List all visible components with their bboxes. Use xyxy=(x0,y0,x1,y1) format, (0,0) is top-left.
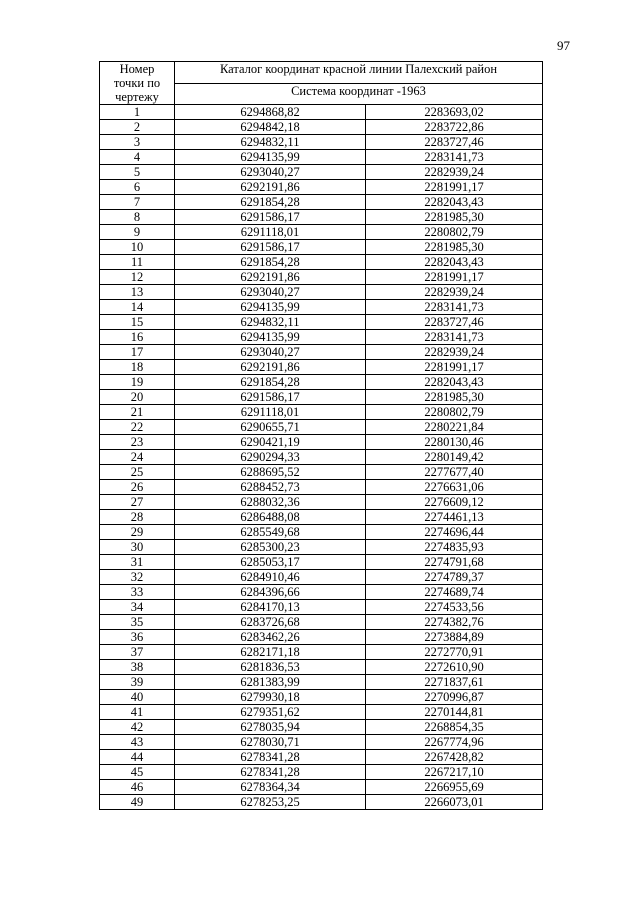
point-number-cell: 15 xyxy=(100,315,175,330)
point-number-cell: 19 xyxy=(100,375,175,390)
point-number-cell: 22 xyxy=(100,420,175,435)
x-coordinate-cell: 6293040,27 xyxy=(175,165,366,180)
x-coordinate-cell: 6278341,28 xyxy=(175,750,366,765)
x-coordinate-cell: 6288452,73 xyxy=(175,480,366,495)
y-coordinate-cell: 2272770,91 xyxy=(366,645,543,660)
point-number-header xyxy=(100,62,175,105)
y-coordinate-cell: 2280221,84 xyxy=(366,420,543,435)
y-coordinate-cell: 2274789,37 xyxy=(366,570,543,585)
point-number-cell: 24 xyxy=(100,450,175,465)
point-number-cell: 26 xyxy=(100,480,175,495)
point-number-cell: 40 xyxy=(100,690,175,705)
y-coordinate-cell: 2281985,30 xyxy=(366,240,543,255)
y-coordinate-cell: 2268854,35 xyxy=(366,720,543,735)
point-number-cell: 6 xyxy=(100,180,175,195)
x-coordinate-cell: 6284910,46 xyxy=(175,570,366,585)
table-row xyxy=(100,510,543,525)
table-row xyxy=(100,480,543,495)
x-coordinate-cell: 6294135,99 xyxy=(175,330,366,345)
x-coordinate-cell: 6279930,18 xyxy=(175,690,366,705)
table-row xyxy=(100,375,543,390)
x-coordinate-cell: 6293040,27 xyxy=(175,285,366,300)
y-coordinate-cell: 2283141,73 xyxy=(366,150,543,165)
y-coordinate-cell: 2274382,76 xyxy=(366,615,543,630)
x-coordinate-cell: 6284170,13 xyxy=(175,600,366,615)
point-number-cell: 10 xyxy=(100,240,175,255)
point-number-cell: 34 xyxy=(100,600,175,615)
x-coordinate-cell: 6285053,17 xyxy=(175,555,366,570)
point-number-cell: 3 xyxy=(100,135,175,150)
x-coordinate-cell: 6292191,86 xyxy=(175,270,366,285)
y-coordinate-cell: 2266073,01 xyxy=(366,795,543,810)
x-coordinate-cell: 6278030,71 xyxy=(175,735,366,750)
table-row xyxy=(100,795,543,810)
x-coordinate-cell: 6294832,11 xyxy=(175,135,366,150)
point-number-cell: 36 xyxy=(100,630,175,645)
point-number-cell: 8 xyxy=(100,210,175,225)
table-row xyxy=(100,165,543,180)
table-body xyxy=(100,105,543,810)
y-coordinate-cell: 2283141,73 xyxy=(366,330,543,345)
x-coordinate-cell: 6290294,33 xyxy=(175,450,366,465)
y-coordinate-cell: 2274791,68 xyxy=(366,555,543,570)
point-number-cell: 32 xyxy=(100,570,175,585)
x-coordinate-cell: 6284396,66 xyxy=(175,585,366,600)
x-coordinate-cell: 6292191,86 xyxy=(175,360,366,375)
y-coordinate-cell: 2274835,93 xyxy=(366,540,543,555)
y-coordinate-cell: 2281985,30 xyxy=(366,390,543,405)
point-number-cell: 1 xyxy=(100,105,175,120)
table-row xyxy=(100,630,543,645)
y-coordinate-cell: 2282043,43 xyxy=(366,195,543,210)
table-row xyxy=(100,615,543,630)
x-coordinate-cell: 6292191,86 xyxy=(175,180,366,195)
point-number-header-line2: точки по xyxy=(113,76,161,90)
x-coordinate-cell: 6279351,62 xyxy=(175,705,366,720)
y-coordinate-cell: 2270996,87 xyxy=(366,690,543,705)
x-coordinate-cell: 6290421,19 xyxy=(175,435,366,450)
y-coordinate-cell: 2282939,24 xyxy=(366,285,543,300)
point-number-cell: 41 xyxy=(100,705,175,720)
catalog-title-header: Каталог координат красной линии Палехский район xyxy=(175,62,543,84)
x-coordinate-cell: 6291854,28 xyxy=(175,375,366,390)
table-row xyxy=(100,780,543,795)
x-coordinate-cell: 6283726,68 xyxy=(175,615,366,630)
y-coordinate-cell: 2276609,12 xyxy=(366,495,543,510)
table-row xyxy=(100,690,543,705)
table-row xyxy=(100,225,543,240)
table-row xyxy=(100,585,543,600)
y-coordinate-cell: 2280130,46 xyxy=(366,435,543,450)
y-coordinate-cell: 2283141,73 xyxy=(366,300,543,315)
y-coordinate-cell: 2283722,86 xyxy=(366,120,543,135)
point-number-cell: 20 xyxy=(100,390,175,405)
x-coordinate-cell: 6291854,28 xyxy=(175,195,366,210)
x-coordinate-cell: 6278364,34 xyxy=(175,780,366,795)
point-number-cell: 39 xyxy=(100,675,175,690)
x-coordinate-cell: 6294135,99 xyxy=(175,150,366,165)
table-row xyxy=(100,675,543,690)
y-coordinate-cell: 2282939,24 xyxy=(366,165,543,180)
y-coordinate-cell: 2274689,74 xyxy=(366,585,543,600)
x-coordinate-cell: 6291586,17 xyxy=(175,240,366,255)
y-coordinate-cell: 2267217,10 xyxy=(366,765,543,780)
table-row xyxy=(100,195,543,210)
point-number-cell: 27 xyxy=(100,495,175,510)
x-coordinate-cell: 6281836,53 xyxy=(175,660,366,675)
point-number-cell: 45 xyxy=(100,765,175,780)
x-coordinate-cell: 6282171,18 xyxy=(175,645,366,660)
point-number-cell: 35 xyxy=(100,615,175,630)
x-coordinate-cell: 6290655,71 xyxy=(175,420,366,435)
y-coordinate-cell: 2276631,06 xyxy=(366,480,543,495)
table-row xyxy=(100,330,543,345)
y-coordinate-cell: 2281991,17 xyxy=(366,360,543,375)
table-row xyxy=(100,750,543,765)
table-row xyxy=(100,660,543,675)
table-row xyxy=(100,345,543,360)
y-coordinate-cell: 2267774,96 xyxy=(366,735,543,750)
y-coordinate-cell: 2271837,61 xyxy=(366,675,543,690)
page-number: 97 xyxy=(557,38,570,53)
y-coordinate-cell: 2283727,46 xyxy=(366,135,543,150)
x-coordinate-cell: 6285549,68 xyxy=(175,525,366,540)
table-row xyxy=(100,645,543,660)
point-number-cell: 12 xyxy=(100,270,175,285)
y-coordinate-cell: 2280802,79 xyxy=(366,405,543,420)
table-row xyxy=(100,105,543,120)
table-row xyxy=(100,555,543,570)
point-number-cell: 29 xyxy=(100,525,175,540)
x-coordinate-cell: 6288032,36 xyxy=(175,495,366,510)
x-coordinate-cell: 6291586,17 xyxy=(175,390,366,405)
y-coordinate-cell: 2281991,17 xyxy=(366,180,543,195)
y-coordinate-cell: 2283727,46 xyxy=(366,315,543,330)
point-number-cell: 46 xyxy=(100,780,175,795)
table-row xyxy=(100,765,543,780)
table-row xyxy=(100,570,543,585)
point-number-cell: 11 xyxy=(100,255,175,270)
point-number-cell: 44 xyxy=(100,750,175,765)
table-row xyxy=(100,300,543,315)
y-coordinate-cell: 2274533,56 xyxy=(366,600,543,615)
table-row xyxy=(100,450,543,465)
point-number-cell: 7 xyxy=(100,195,175,210)
point-number-cell: 42 xyxy=(100,720,175,735)
y-coordinate-cell: 2273884,89 xyxy=(366,630,543,645)
x-coordinate-cell: 6294842,18 xyxy=(175,120,366,135)
table-row xyxy=(100,540,543,555)
table-row xyxy=(100,315,543,330)
table-row xyxy=(100,285,543,300)
x-coordinate-cell: 6291854,28 xyxy=(175,255,366,270)
table-row xyxy=(100,735,543,750)
table-row xyxy=(100,360,543,375)
point-number-cell: 30 xyxy=(100,540,175,555)
x-coordinate-cell: 6293040,27 xyxy=(175,345,366,360)
table-row xyxy=(100,120,543,135)
y-coordinate-cell: 2281985,30 xyxy=(366,210,543,225)
point-number-cell: 17 xyxy=(100,345,175,360)
y-coordinate-cell: 2280802,79 xyxy=(366,225,543,240)
point-number-cell: 18 xyxy=(100,360,175,375)
table-row xyxy=(100,255,543,270)
x-coordinate-cell: 6291586,17 xyxy=(175,210,366,225)
y-coordinate-cell: 2267428,82 xyxy=(366,750,543,765)
x-coordinate-cell: 6286488,08 xyxy=(175,510,366,525)
x-coordinate-cell: 6288695,52 xyxy=(175,465,366,480)
point-number-cell: 33 xyxy=(100,585,175,600)
y-coordinate-cell: 2282939,24 xyxy=(366,345,543,360)
point-number-cell: 13 xyxy=(100,285,175,300)
table-row xyxy=(100,420,543,435)
x-coordinate-cell: 6285300,23 xyxy=(175,540,366,555)
y-coordinate-cell: 2282043,43 xyxy=(366,255,543,270)
point-number-header-line3: чертежу xyxy=(115,90,159,104)
y-coordinate-cell: 2274461,13 xyxy=(366,510,543,525)
table-header xyxy=(100,62,543,105)
point-number-cell: 28 xyxy=(100,510,175,525)
x-coordinate-cell: 6278341,28 xyxy=(175,765,366,780)
x-coordinate-cell: 6278035,94 xyxy=(175,720,366,735)
point-number-cell: 49 xyxy=(100,795,175,810)
x-coordinate-cell: 6294868,82 xyxy=(175,105,366,120)
point-number-cell: 25 xyxy=(100,465,175,480)
x-coordinate-cell: 6278253,25 xyxy=(175,795,366,810)
x-coordinate-cell: 6294135,99 xyxy=(175,300,366,315)
coordinate-catalog-table xyxy=(99,61,543,810)
x-coordinate-cell: 6283462,26 xyxy=(175,630,366,645)
point-number-cell: 16 xyxy=(100,330,175,345)
coordinate-system-header: Система координат -1963 xyxy=(175,83,543,105)
table-row xyxy=(100,435,543,450)
table-row xyxy=(100,390,543,405)
y-coordinate-cell: 2281991,17 xyxy=(366,270,543,285)
y-coordinate-cell: 2266955,69 xyxy=(366,780,543,795)
y-coordinate-cell: 2277677,40 xyxy=(366,465,543,480)
table-row xyxy=(100,240,543,255)
point-number-cell: 14 xyxy=(100,300,175,315)
point-number-cell: 23 xyxy=(100,435,175,450)
point-number-cell: 9 xyxy=(100,225,175,240)
y-coordinate-cell: 2282043,43 xyxy=(366,375,543,390)
table-row xyxy=(100,720,543,735)
y-coordinate-cell: 2283693,02 xyxy=(366,105,543,120)
point-number-cell: 2 xyxy=(100,120,175,135)
table-row xyxy=(100,270,543,285)
point-number-cell: 5 xyxy=(100,165,175,180)
point-number-cell: 37 xyxy=(100,645,175,660)
point-number-cell: 4 xyxy=(100,150,175,165)
point-number-cell: 38 xyxy=(100,660,175,675)
x-coordinate-cell: 6281383,99 xyxy=(175,675,366,690)
table-row xyxy=(100,600,543,615)
table-row xyxy=(100,525,543,540)
table-row xyxy=(100,405,543,420)
point-number-header-line1: Номер xyxy=(119,62,155,76)
table-row xyxy=(100,135,543,150)
point-number-cell: 43 xyxy=(100,735,175,750)
table-row xyxy=(100,210,543,225)
table-row xyxy=(100,150,543,165)
table-row xyxy=(100,495,543,510)
y-coordinate-cell: 2280149,42 xyxy=(366,450,543,465)
y-coordinate-cell: 2272610,90 xyxy=(366,660,543,675)
point-number-cell: 31 xyxy=(100,555,175,570)
point-number-cell: 21 xyxy=(100,405,175,420)
table-row xyxy=(100,705,543,720)
x-coordinate-cell: 6291118,01 xyxy=(175,405,366,420)
y-coordinate-cell: 2274696,44 xyxy=(366,525,543,540)
table-row xyxy=(100,180,543,195)
x-coordinate-cell: 6291118,01 xyxy=(175,225,366,240)
x-coordinate-cell: 6294832,11 xyxy=(175,315,366,330)
y-coordinate-cell: 2270144,81 xyxy=(366,705,543,720)
table-row xyxy=(100,465,543,480)
